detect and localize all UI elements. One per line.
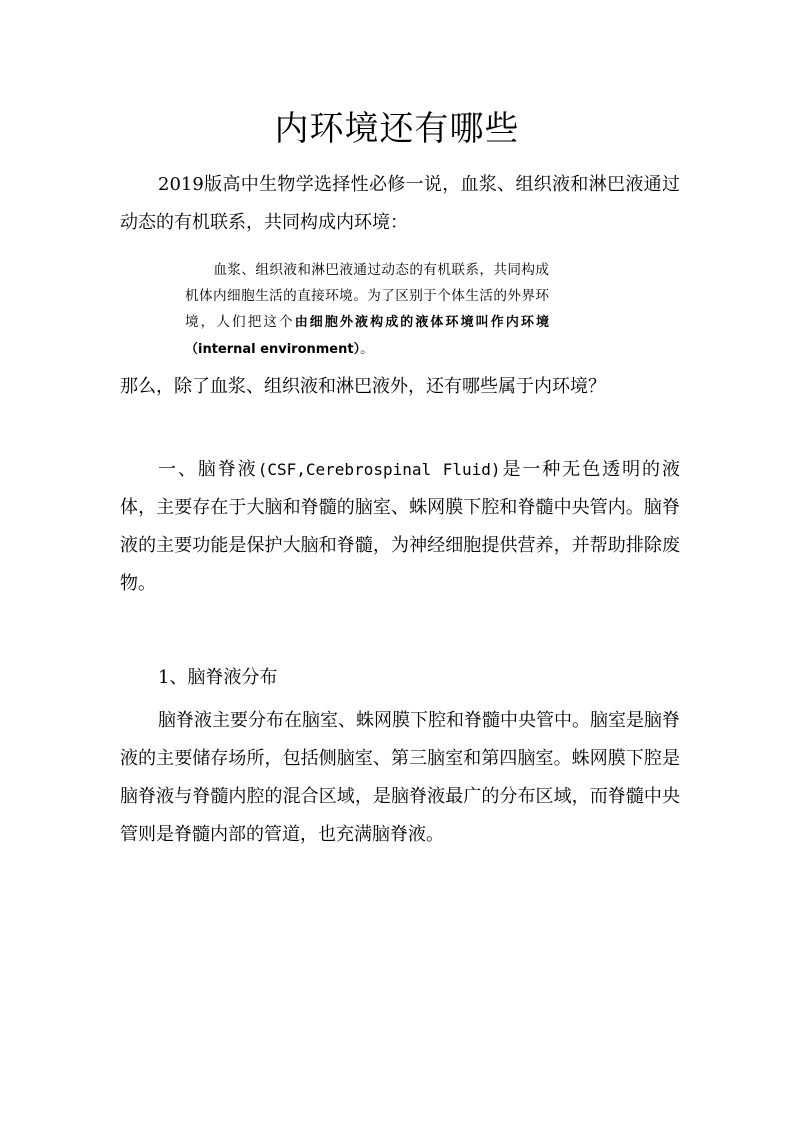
- quote-end: 。: [360, 341, 374, 357]
- subsection-1-body: 脑脊液主要分布在脑室、蛛网膜下腔和脊髓中央管中。脑室是脑脊液的主要储存场所，包括侧脑室、第三脑室和第四脑室。蛛网膜下腔是脑脊液与脊髓内腔的混合区域，是脑脊液最广的分布区域，而脊髓中央管则是脊髓内部的管道，也充满脑脊液。: [120, 710, 680, 845]
- question-paragraph: 那么，除了血浆、组织液和淋巴液外，还有哪些属于内环境？: [120, 376, 606, 397]
- textbook-quote: [185, 257, 549, 363]
- page-title: 内环境还有哪些: [274, 109, 520, 149]
- csf-term: (CSF,Cerebrospinal Fluid): [257, 460, 501, 479]
- intro-paragraph: 2019版高中生物学选择性必修一说，血浆、组织液和淋巴液通过动态的有机联系，共同构成内环境：: [120, 174, 680, 233]
- section-1-heading: 一、脑脊液: [158, 459, 258, 480]
- subsection-1-heading: 1、脑脊液分布: [158, 667, 278, 688]
- section-1-body: 是一种无色透明的液体，主要存在于大脑和脊髓的脑室、蛛网膜下腔和脊髓中央管内。脑脊液的主要功能是保护大脑和脊髓，为神经细胞提供营养，并帮助排除废物。: [120, 459, 681, 594]
- quote-text: 血浆、组织液和淋巴液通过动态的有机联系，共同构成机体内细胞生活的直接环境。为了区别于个体生活的外界环境，人们把这个: [185, 262, 549, 330]
- quote-bold-definition: 由细胞外液构成的液体环境叫作内环境（internal environment）: [185, 315, 549, 357]
- section-1-paragraph: [120, 451, 680, 603]
